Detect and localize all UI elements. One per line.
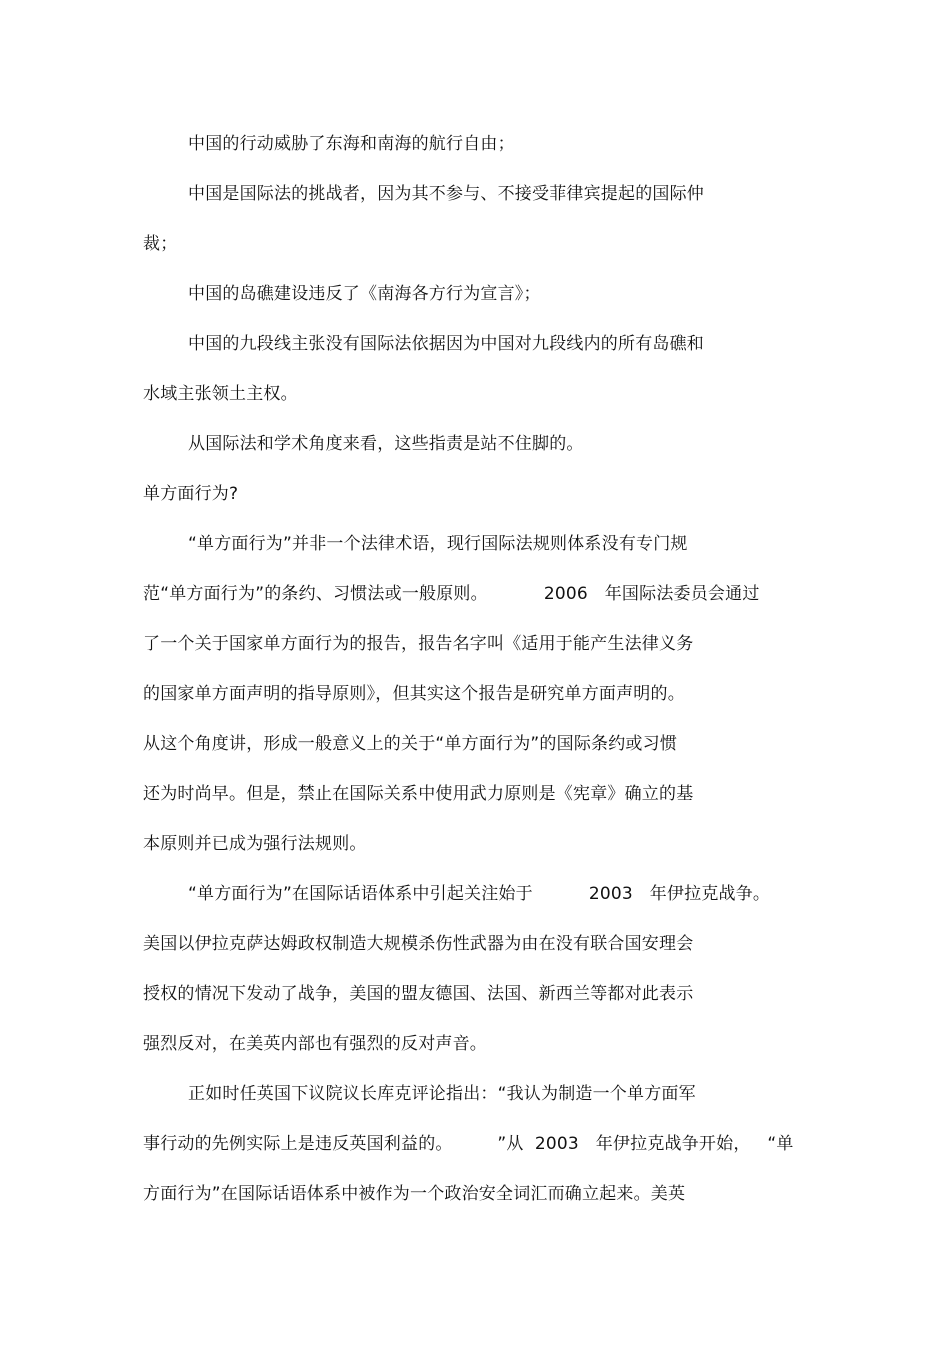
text-line: “单方面行为”并非一个法律术语，现行国际法规则体系没有专门规 (188, 534, 688, 554)
text-line: 还为时尚早。但是，禁止在国际关系中使用武力原则是《宪章》确立的基 (143, 784, 694, 804)
text-line: 中国的行动威胁了东海和南海的航行自由； (188, 134, 515, 154)
text-line: 从国际法和学术角度来看，这些指责是站不住脚的。 (188, 434, 584, 454)
text-line: 授权的情况下发动了战争，美国的盟友德国、法国、新西兰等都对此表示 (143, 984, 694, 1004)
text-line: 范“单方面行为”的条约、习惯法或一般原则。 2006 年国际法委员会通过 (143, 584, 760, 604)
text-line: 中国是国际法的挑战者，因为其不参与、不接受菲律宾提起的国际仲 (188, 184, 704, 204)
text-line: 方面行为”在国际话语体系中被作为一个政治安全词汇而确立起来。美英 (143, 1184, 686, 1204)
text-line: 本原则并已成为强行法规则。 (143, 834, 367, 854)
text-line: 从这个角度讲，形成一般意义上的关于“单方面行为”的国际条约或习惯 (143, 734, 678, 754)
section-heading: 单方面行为? (143, 484, 239, 504)
text-line: 中国的岛礁建设违反了《南海各方行为宣言》； (188, 284, 541, 304)
text-line: 裁； (143, 234, 178, 254)
text-line: 正如时任英国下议院议长库克评论指出：“我认为制造一个单方面军 (188, 1084, 696, 1104)
text-line: 了一个关于国家单方面行为的报告，报告名字叫《适用于能产生法律义务 (143, 634, 694, 654)
text-line: 的国家单方面声明的指导原则》，但其实这个报告是研究单方面声明的。 (143, 684, 685, 704)
text-line: 强烈反对，在美英内部也有强烈的反对声音。 (143, 1034, 487, 1054)
text-line: 美国以伊拉克萨达姆政权制造大规模杀伤性武器为由在没有联合国安理会 (143, 934, 694, 954)
text-line: 中国的九段线主张没有国际法依据因为中国对九段线内的所有岛礁和 (188, 334, 704, 354)
text-line: 水域主张领土主权。 (143, 384, 298, 404)
text-line: “单方面行为”在国际话语体系中引起关注始于 2003 年伊拉克战争。 (188, 884, 771, 904)
text-line: 事行动的先例实际上是违反英国利益的。 ”从 2003 年伊拉克战争开始， “单 (143, 1134, 794, 1154)
